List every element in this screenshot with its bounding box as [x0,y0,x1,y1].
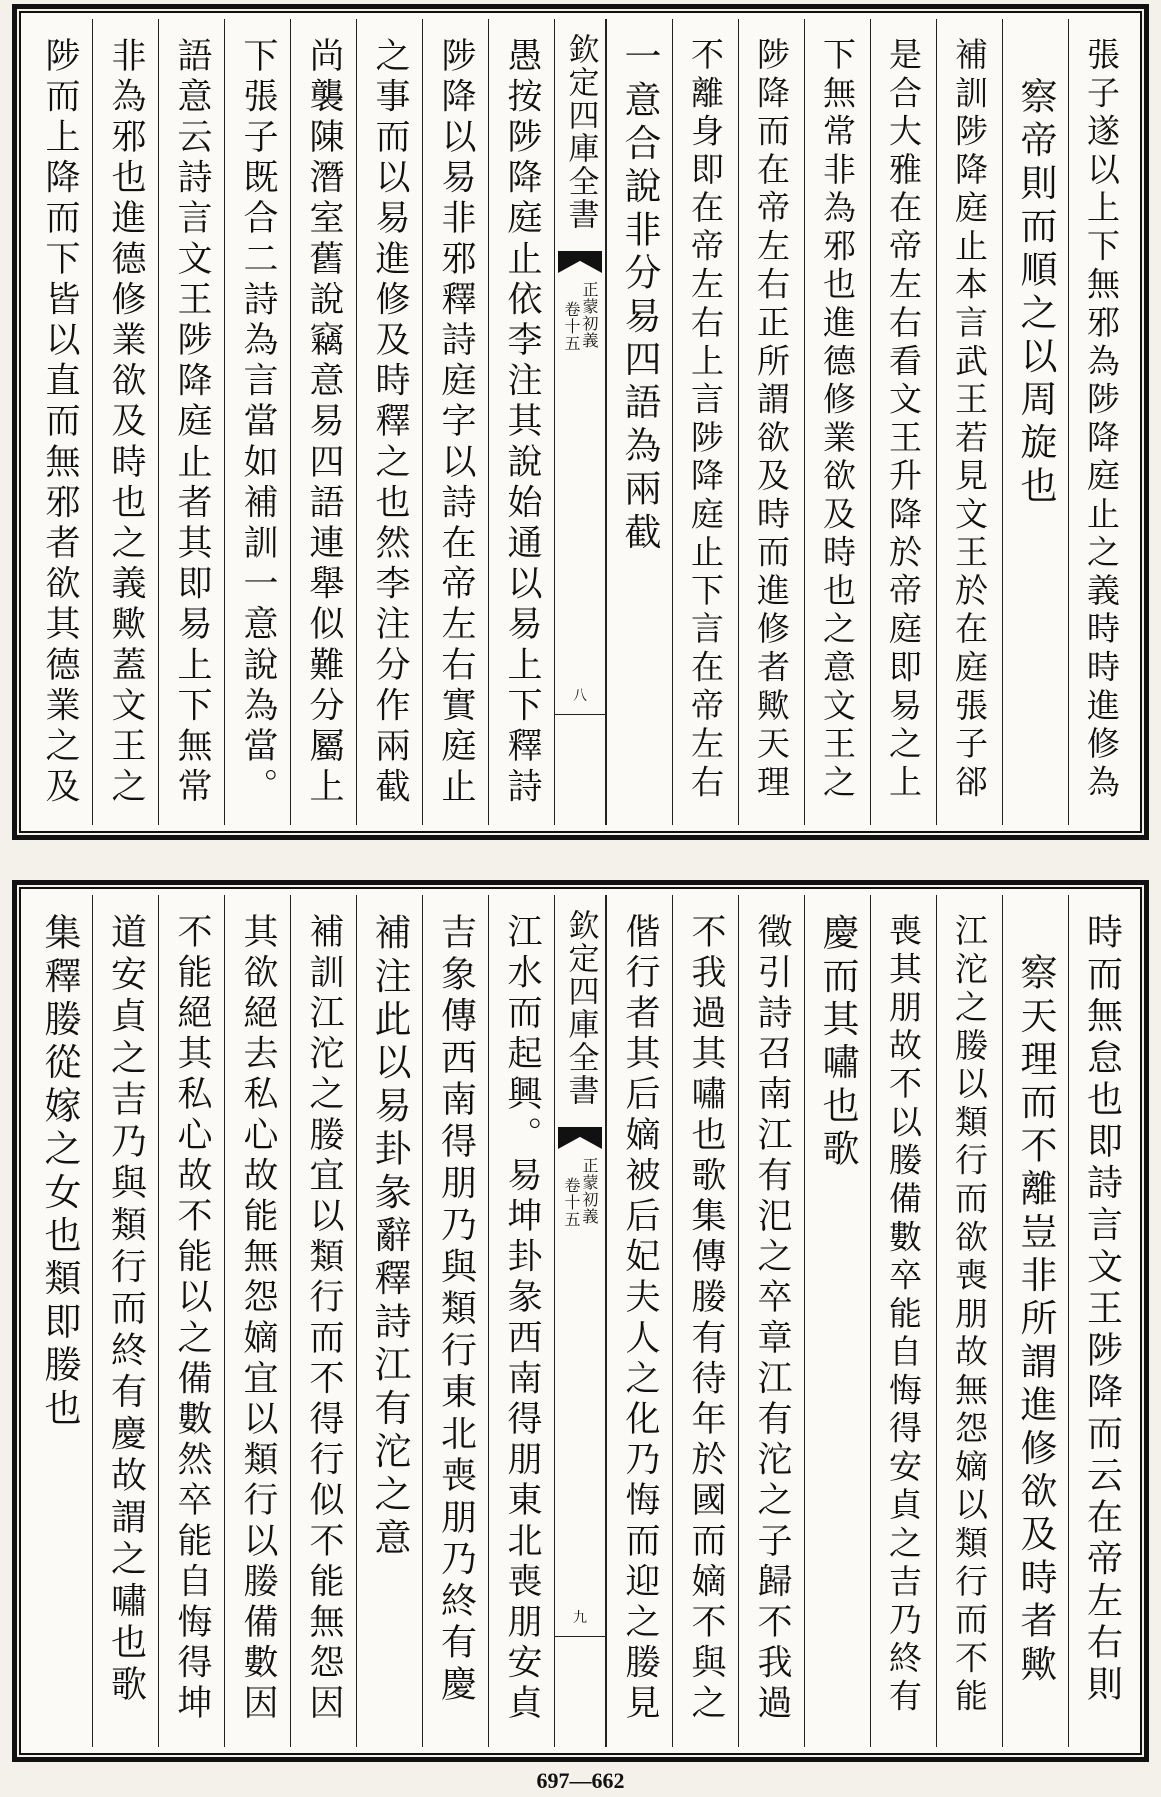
text-column [1002,19,1068,825]
gutter-volume: 卷十五 [562,301,581,352]
text-column [870,895,936,1747]
column-text: 時而無怠也即詩言文王陟降而云在帝左右則 [1081,913,1123,1707]
column-text: 察帝則而順之以周旋也 [1014,77,1057,509]
text-column [158,895,224,1747]
column-text: 補訓陟降庭止本言武王若見文王於在庭張子郤 [950,37,989,803]
column-text: 不能絕其私心故不能以之備數然卒能自悔得坤 [172,913,212,1725]
text-column [422,19,488,825]
column-text: 吉象傳西南得朋乃與類行東北喪朋乃終有慶 [435,913,477,1707]
text-column [672,19,738,825]
text-column [606,19,672,825]
text-column [224,19,290,825]
column-text: 察天理而不離豈非所謂進修欲及時者歟 [1014,953,1057,1688]
page-number-footer: 697—662 [536,1768,625,1793]
column-text: 補訓江沱之媵宜以類行而不得行似不能無怨因 [304,913,344,1725]
center-gutter [554,19,606,825]
gutter-folio: 九 [573,1610,587,1626]
text-column [738,895,804,1747]
gutter-title: 欽定四庫全書 [562,33,599,231]
text-column [936,19,1002,825]
text-column [1002,895,1068,1747]
column-text: 徵引詩召南江有汜之卒章江有沱之子歸不我過 [752,913,792,1725]
column-text: 之事而以易進修及時釋之也然李注分作兩截 [370,37,410,809]
column-text: 愚按陟降庭止依李注其說始通以易上下釋詩 [502,37,542,809]
column-text: 道安貞之吉乃與類行而終有慶故謂之嘯也歌 [105,913,147,1707]
column-text: 尚襲陳潛室舊說竊意易四語連舉似難分屬上 [304,37,344,809]
column-text: 江沱之媵以類行而欲喪朋故無怨嫡以類行而不能 [950,913,989,1717]
column-text: 一意合說非分易四語為兩截 [618,37,661,556]
gutter-volume: 卷十五 [562,1177,581,1228]
column-text: 喪其朋故不以媵備數卒能自悔得安貞之吉乃終有 [884,913,923,1717]
column-text: 不離身即在帝左右上言陟降庭止下言在帝左右 [686,37,725,803]
text-column [488,895,554,1747]
column-text: 下張子既合二詩為言當如補訓一意說為當。 [238,37,278,809]
column-text: 不我過其嘯也歌集傳媵有待年於國而嫡不與之 [686,913,726,1725]
gutter-folio: 八 [573,688,587,704]
column-text: 陟降而在帝左右正所謂欲及時而進修者歟天理 [752,37,791,803]
fishtail-mark-icon [558,1127,602,1149]
column-text: 慶而其嘯也歌 [816,913,859,1173]
bottom-page-columns [27,895,1134,1747]
column-text: 江水而起興。易坤卦彖西南得朋東北喪朋安貞 [502,913,542,1725]
text-column [870,19,936,825]
text-column [1068,895,1134,1747]
text-column [738,19,804,825]
text-column [27,895,92,1747]
text-column [672,895,738,1747]
column-text: 其欲絕去私心故能無怨嫡宜以類行以媵備數因 [238,913,278,1725]
text-column [290,895,356,1747]
column-text: 張子遂以上下無邪為陟降庭止之義時時進修為 [1082,37,1121,803]
column-text: 陟降以易非邪釋詩庭字以詩在帝左右實庭止 [436,37,476,809]
column-text: 是合大雅在帝左右看文王升降於帝庭即易之上 [884,37,923,803]
bottom-page-frame [12,880,1149,1762]
column-text: 語意云詩言文王陟降庭止者其即易上下無常 [172,37,212,809]
column-text: 集釋媵從嫁之女也類即媵也 [38,913,81,1432]
text-column [290,19,356,825]
column-text: 下無常非為邪也進德修業欲及時也之意文王之 [818,37,857,803]
text-column [158,19,224,825]
column-text: 補注此以易卦彖辭釋詩江有沱之意 [368,913,411,1561]
gutter-book-title: 正蒙初義 [580,281,599,349]
column-text: 非為邪也進德修業欲及時也之義歟蓋文王之 [106,37,146,809]
text-column [27,19,92,825]
text-column [936,895,1002,1747]
text-column [356,19,422,825]
text-column [422,895,488,1747]
text-column [606,895,672,1747]
text-column [356,895,422,1747]
top-page-columns [27,19,1134,825]
text-column [804,895,870,1747]
text-column [804,19,870,825]
text-column [224,895,290,1747]
gutter-book-title: 正蒙初義 [580,1157,599,1225]
text-column [1068,19,1134,825]
column-text: 陟而上降而下皆以直而無邪者欲其德業之及 [40,37,80,809]
gutter-rule [555,714,605,716]
top-page-frame [12,4,1149,840]
text-column [92,19,158,825]
fishtail-mark-icon [558,251,602,273]
gutter-rule [555,1636,605,1638]
column-text: 偕行者其后嫡被后妃夫人之化乃悔而迎之媵見 [620,913,660,1725]
text-column [92,895,158,1747]
text-column [488,19,554,825]
center-gutter [554,895,606,1747]
gutter-title: 欽定四庫全書 [562,909,599,1107]
